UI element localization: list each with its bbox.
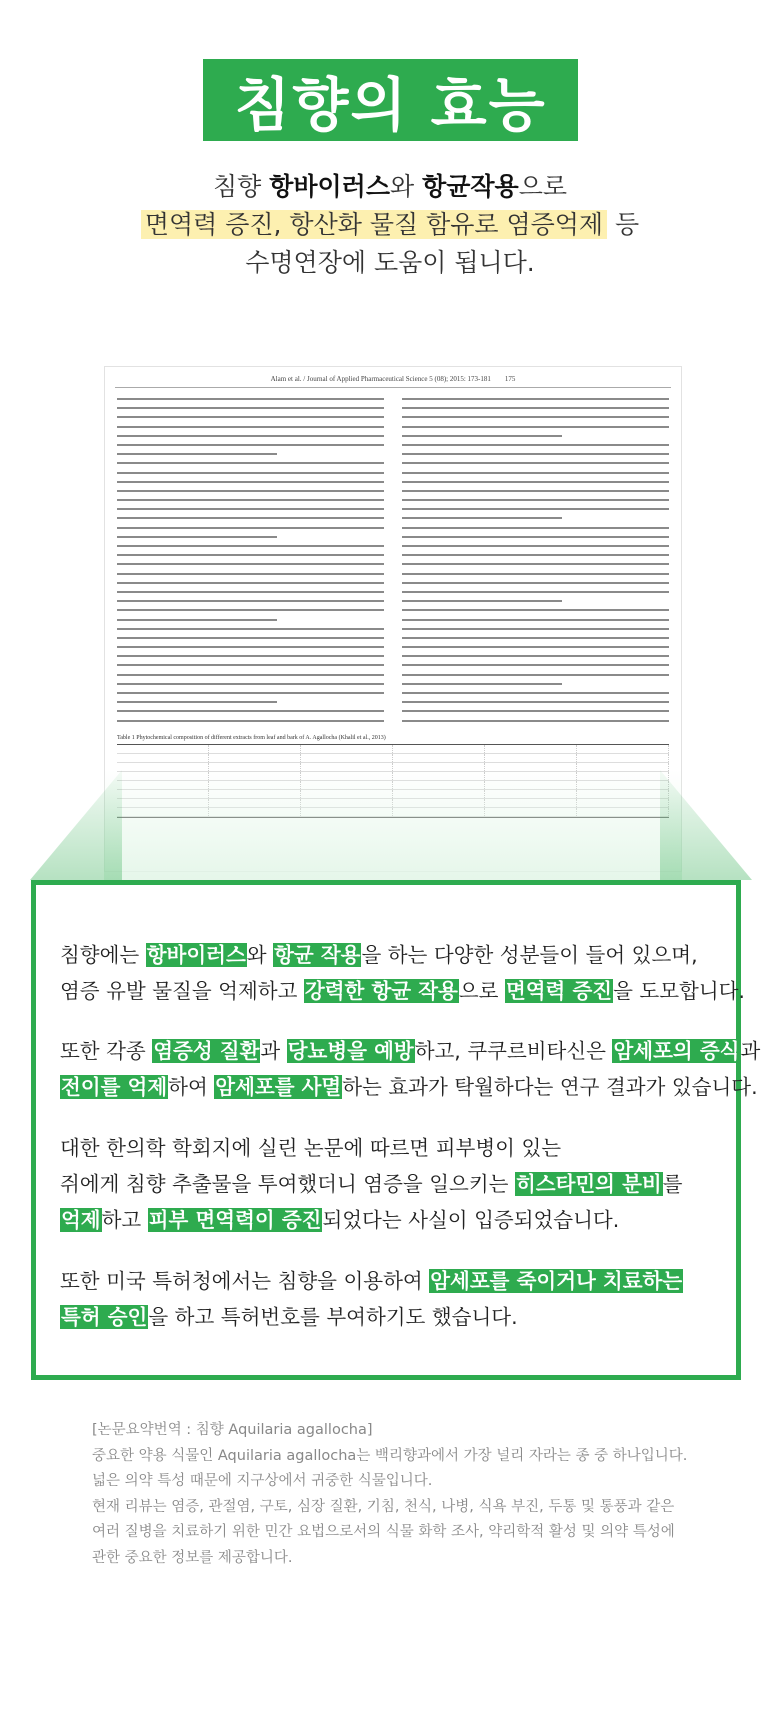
paper-text-line bbox=[117, 600, 384, 602]
paper-text-line bbox=[402, 527, 669, 529]
paper-text-line bbox=[402, 609, 669, 611]
paper-text-line bbox=[117, 591, 384, 593]
paper-text-line bbox=[402, 490, 669, 492]
paper-text-line bbox=[117, 646, 384, 648]
page-title: 침향의 효능 bbox=[203, 59, 578, 141]
green-fade-right bbox=[660, 770, 752, 880]
paper-text-line bbox=[117, 609, 384, 611]
paper-text-line bbox=[402, 674, 669, 676]
paper-text-line bbox=[117, 462, 384, 464]
paper-text-line bbox=[117, 710, 384, 712]
paper-text-line bbox=[117, 472, 384, 474]
intro-text bbox=[0, 168, 780, 282]
paper-summary-note bbox=[92, 1418, 732, 1571]
paper-text-line bbox=[117, 453, 277, 455]
paper-text-line bbox=[402, 646, 669, 648]
paper-text-line bbox=[117, 692, 384, 694]
paper-text-line bbox=[117, 582, 384, 584]
paper-text-line bbox=[402, 407, 669, 409]
paper-text-line bbox=[402, 600, 562, 602]
paper-text-line bbox=[402, 573, 669, 575]
paper-table-row bbox=[117, 745, 669, 754]
benefit-paragraph-4: 또한 미국 특허청에서는 침향을 이용하여 암세포를 죽이거나 치료하는 특허 승인을 하고 특허번호를 부여하기도 했습니다. bbox=[60, 1269, 683, 1329]
paper-table-cell bbox=[301, 754, 393, 762]
paper-text-line bbox=[117, 481, 384, 483]
paper-text-line bbox=[117, 563, 384, 565]
note-line: [논문요약번역 : 침향 Aquilaria agallocha] bbox=[92, 1422, 373, 1438]
paper-text-line bbox=[117, 683, 384, 685]
paper-columns bbox=[105, 388, 681, 729]
paper-text-line bbox=[117, 435, 384, 437]
paper-table-cell bbox=[117, 754, 209, 762]
paper-table-title: Table 1 Phytochemical composition of different extracts from leaf and bark of A. Agallocha (Khalil et al., 2013) bbox=[117, 734, 386, 741]
paper-text-line bbox=[402, 683, 562, 685]
note-line: 여러 질병을 치료하기 위한 민간 요법으로서의 식물 화학 조사, 약리학적 활성 및 의약 특성에 bbox=[92, 1524, 675, 1540]
paper-table-cell bbox=[393, 754, 485, 762]
paper-text-line bbox=[117, 637, 384, 639]
paper-text-line bbox=[402, 444, 669, 446]
paper-text-line bbox=[117, 536, 277, 538]
paper-text-line bbox=[117, 720, 384, 722]
paper-text-line bbox=[402, 472, 669, 474]
green-fade-left bbox=[30, 770, 122, 880]
paper-column-left bbox=[117, 398, 384, 729]
paper-table-cell bbox=[209, 754, 301, 762]
paper-text-line bbox=[402, 655, 669, 657]
paper-text-line bbox=[402, 536, 669, 538]
paper-text-line bbox=[402, 453, 669, 455]
paper-text-line bbox=[117, 426, 384, 428]
paper-text-line bbox=[117, 527, 384, 529]
paper-text-line bbox=[117, 628, 384, 630]
paper-header: Alam et al. / Journal of Applied Pharmaceutical Science 5 (08); 2015: 173-181 175 bbox=[115, 367, 671, 388]
paper-text-line bbox=[117, 407, 384, 409]
paper-table-cell bbox=[209, 745, 301, 753]
note-line: 중요한 약용 식물인 Aquilaria agallocha는 백리향과에서 가장 널리 자라는 종 중 하나입니다. bbox=[92, 1447, 688, 1464]
paper-text-line bbox=[402, 563, 669, 565]
note-line: 현재 리뷰는 염증, 관절염, 구토, 심장 질환, 기침, 천식, 나병, 식욕 부진, 두통 및 통풍과 같은 bbox=[92, 1498, 675, 1515]
paper-table-cell bbox=[485, 745, 577, 753]
paper-text-line bbox=[402, 692, 669, 694]
paper-text-line bbox=[117, 573, 384, 575]
paper-text-line bbox=[117, 398, 384, 400]
paper-text-line bbox=[117, 619, 277, 621]
paper-text-line bbox=[402, 545, 669, 547]
paper-text-line bbox=[117, 664, 384, 666]
paper-text-line bbox=[402, 398, 669, 400]
paper-text-line bbox=[402, 499, 669, 501]
paper-text-line bbox=[117, 508, 384, 510]
paper-text-line bbox=[117, 655, 384, 657]
paper-text-line bbox=[117, 499, 384, 501]
paper-table-cell bbox=[485, 754, 577, 762]
paper-text-line bbox=[402, 628, 669, 630]
paper-text-line bbox=[117, 517, 384, 519]
paper-table-cell bbox=[117, 745, 209, 753]
paper-table-cell bbox=[393, 745, 485, 753]
paper-text-line bbox=[402, 701, 669, 703]
paper-table-row bbox=[117, 754, 669, 763]
paper-text-line bbox=[402, 664, 669, 666]
paper-text-line bbox=[402, 508, 669, 510]
paper-text-line bbox=[402, 554, 669, 556]
paper-table-cell bbox=[577, 745, 669, 753]
paper-text-line bbox=[402, 720, 669, 722]
paper-text-line bbox=[117, 674, 384, 676]
benefit-paragraph-3: 대한 한의학 학회지에 실린 논문에 따르면 피부병이 있는 쥐에게 침향 추출물을 투여했더니 염증을 일으키는 히스타민의 분비를 억제하고 피부 면역력이 증진되었다는 사실이 입증되었습니다. bbox=[60, 1136, 683, 1232]
paper-text-line bbox=[402, 619, 669, 621]
paper-text-line bbox=[402, 710, 669, 712]
paper-text-line bbox=[117, 444, 384, 446]
paper-text-line bbox=[402, 426, 669, 428]
paper-text-line bbox=[117, 416, 384, 418]
paper-text-line bbox=[117, 545, 384, 547]
paper-text-line bbox=[402, 435, 562, 437]
paper-text-line bbox=[402, 582, 669, 584]
paper-text-line bbox=[402, 416, 669, 418]
benefits-box bbox=[31, 880, 761, 1380]
paper-text-line bbox=[402, 517, 562, 519]
paper-table-cell bbox=[301, 745, 393, 753]
paper-table-cell bbox=[577, 754, 669, 762]
paper-text-line bbox=[402, 481, 669, 483]
note-line: 넓은 의약 특성 때문에 지구상에서 귀중한 식물입니다. bbox=[92, 1473, 433, 1489]
paper-text-line bbox=[402, 462, 669, 464]
image-fade-overlay bbox=[104, 770, 682, 880]
benefit-paragraph-2: 또한 각종 염증성 질환과 당뇨병을 예방하고, 쿠쿠르비타신은 암세포의 증식과 전이를 억제하여 암세포를 사멸하는 효과가 탁월하다는 연구 결과가 있습니다. bbox=[60, 1039, 761, 1099]
paper-text-line bbox=[402, 591, 669, 593]
intro-line-3: 수명연장에 도움이 됩니다. bbox=[245, 248, 535, 277]
note-line: 관한 중요한 정보를 제공합니다. bbox=[92, 1549, 293, 1566]
intro-line-1: 침향 항바이러스와 항균작용으로 bbox=[212, 172, 568, 201]
paper-text-line bbox=[117, 701, 277, 703]
paper-text-line bbox=[117, 490, 384, 492]
paper-column-right bbox=[402, 398, 669, 729]
intro-line-2: 면역력 증진, 항산화 물질 함유로 염증억제 등 bbox=[0, 206, 780, 244]
benefit-paragraph-1: 침향에는 항바이러스와 항균 작용을 하는 다양한 성분들이 들어 있으며, 염증 유발 물질을 억제하고 강력한 항균 작용으로 면역력 증진을 도모합니다. bbox=[60, 943, 745, 1003]
paper-text-line bbox=[402, 637, 669, 639]
paper-text-line bbox=[117, 554, 384, 556]
